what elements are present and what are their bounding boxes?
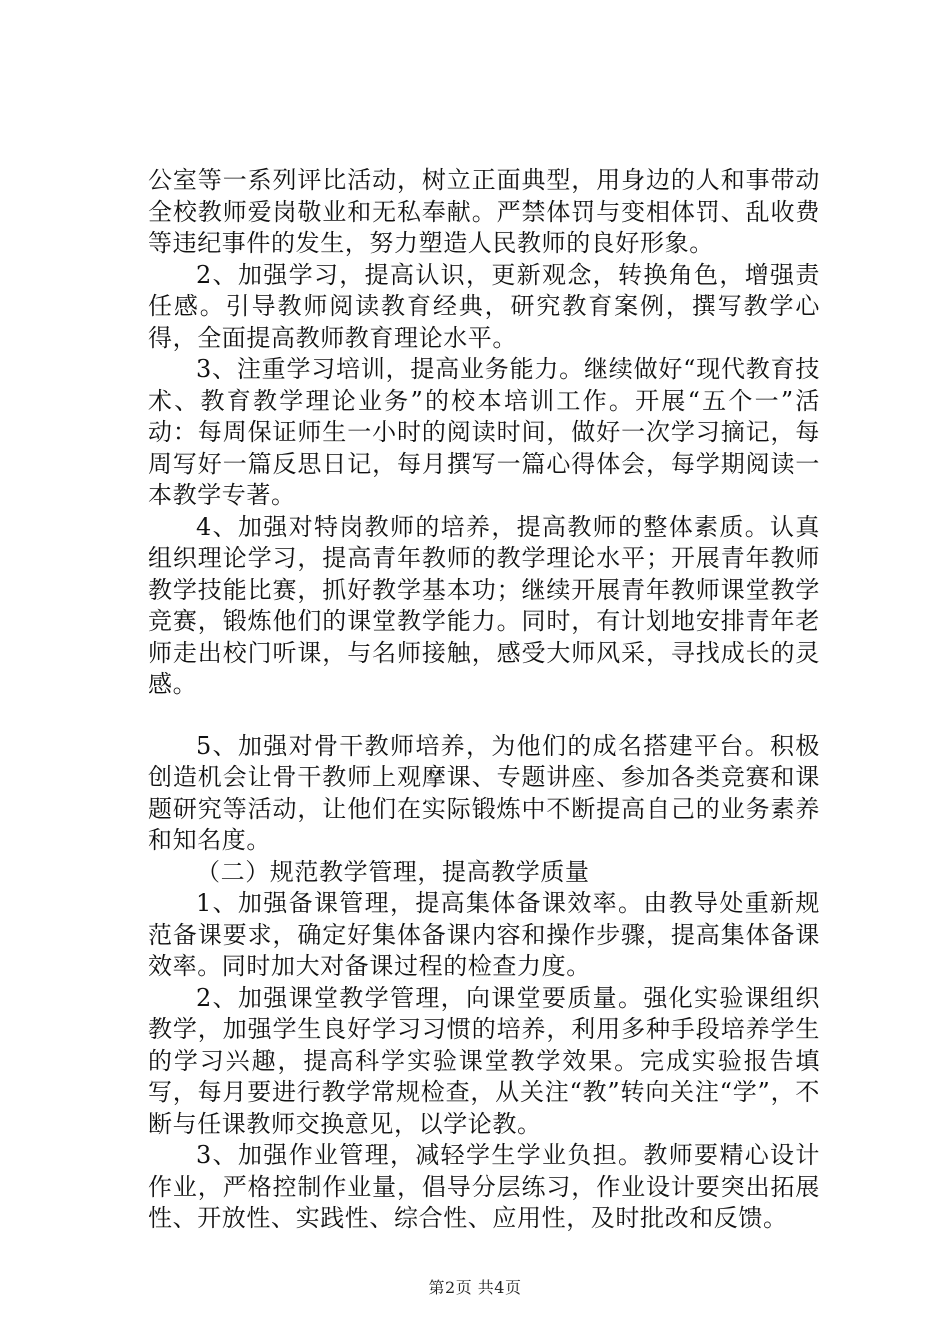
paragraph-item-5-key-teachers: 5、加强对骨干教师培养，为他们的成名搭建平台。积极创造机会让骨干教师上观摩课、专题讲座、参加各类竞赛和课题研究等活动，让他们在实际锻炼中不断提高自己的业务素养和知名度。 <box>148 731 820 854</box>
paragraph-gap <box>148 701 820 731</box>
section-heading-teaching-management: （二）规范教学管理，提高教学质量 <box>196 857 590 886</box>
paragraph-item-1-lesson-prep: 1、加强备课管理，提高集体备课效率。由教导处重新规范备课要求，确定好集体备课内容和操作步骤，提高集体备课效率。同时加大对备课过程的检查力度。 <box>148 889 820 980</box>
page-number-footer: 第2页 共4页 <box>428 1278 522 1297</box>
paragraph-item-4-special-teachers: 4、加强对特岗教师的培养，提高教师的整体素质。认真组织理论学习，提高青年教师的教学理论水平；开展青年教师教学技能比赛，抓好教学基本功；继续开展青年教师课堂教学竞赛，锻炼他们的课堂教学能力。同时，有计划地安排青年老师走出校门听课，与名师接触，感受大师风采，寻找成长的灵感。 <box>148 512 820 698</box>
paragraph-continuation: 公室等一系列评比活动，树立正面典型，用身边的人和事带动全校教师爱岗敬业和无私奉献。严禁体罚与变相体罚、乱收费等违纪事件的发生，努力塑造人民教师的良好形象。 <box>148 166 820 257</box>
paragraph-item-2-study: 2、加强学习，提高认识，更新观念，转换角色，增强责任感。引导教师阅读教育经典，研究教育案例，撰写教学心得，全面提高教师教育理论水平。 <box>148 260 820 352</box>
document-body <box>148 165 820 1235</box>
paragraph-item-2-classroom: 2、加强课堂教学管理，向课堂要质量。强化实验课组织教学，加强学生良好学习习惯的培养，利用多种手段培养学生的学习兴趣，提高科学实验课堂教学效果。完成实验报告填写，每月要进行教学常规检查，从关注“教”转向关注“学”，不断与任课教师交换意见，以学论教。 <box>148 983 820 1138</box>
paragraph-item-3-training: 3、注重学习培训，提高业务能力。继续做好“现代教育技术、教育教学理论业务”的校本培训工作。开展“五个一”活动：每周保证师生一小时的阅读时间，做好一次学习摘记，每周写好一篇反思日记，每月撰写一篇心得体会，每学期阅读一本教学专著。 <box>148 355 820 509</box>
paragraph-item-3-homework: 3、加强作业管理，减轻学生学业负担。教师要精心设计作业，严格控制作业量，倡导分层练习，作业设计要突出拓展性、开放性、实践性、综合性、应用性，及时批改和反馈。 <box>148 1141 820 1232</box>
